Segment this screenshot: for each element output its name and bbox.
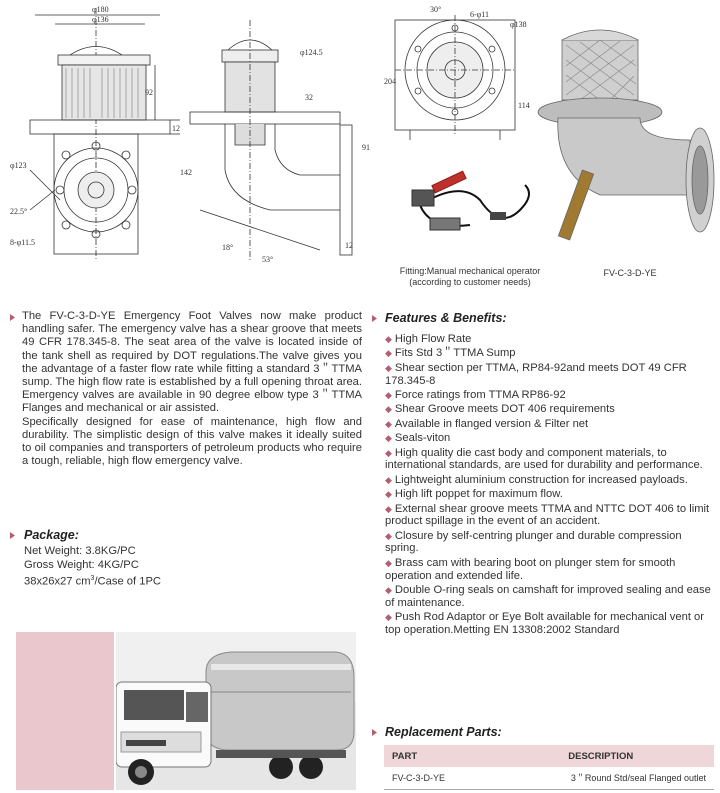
dim-text: 32 [305, 93, 313, 102]
replacement-parts-table [384, 745, 714, 790]
dim-text: 12 [345, 241, 353, 250]
net-weight: Net Weight: 3.8KG/PC [24, 545, 136, 557]
feature-item [385, 503, 715, 529]
bullet-icon: ◆ [385, 418, 392, 429]
bullet-icon: ◆ [385, 585, 392, 596]
bullet-icon: ◆ [385, 447, 392, 458]
feature-text: External shear groove meets TTMA and NTTC DOT 406 to limit product spillage in the event of an accident. [385, 502, 710, 528]
feature-text: Available in flanged version & Filter net [394, 417, 589, 430]
feature-item [385, 403, 715, 416]
tanker-truck-photo [116, 632, 356, 790]
front-view-drawing [30, 8, 180, 260]
feature-text: High lift poppet for maximum flow. [394, 488, 563, 501]
feature-item [385, 389, 715, 402]
bullet-icon: ◆ [385, 557, 392, 568]
package-title: Package: [24, 528, 79, 542]
side-section-drawing [190, 20, 352, 260]
feature-item [385, 333, 715, 346]
decorative-block [16, 632, 114, 790]
dim-text: 12 [172, 124, 180, 133]
bullet-icon: ◆ [385, 404, 392, 415]
feature-text: Double O-ring seals on camshaft for improved sealing and ease of maintenance. [385, 584, 711, 609]
model-caption: FV-C-3-D-YE [603, 268, 657, 278]
gross-weight: Gross Weight: 4KG/PC [24, 559, 139, 571]
feature-text: Shear section per TTMA, RP84-92and meets DOT 49 CFR 178.345-8 [385, 361, 687, 387]
section-marker-icon [10, 532, 15, 539]
bullet-icon: ◆ [385, 334, 392, 344]
feature-text: High quality die cast body and component materials, to international standards, are used for durability and performance. [385, 446, 703, 472]
feature-text: Closure by self-centring plunger and durable compression spring. [385, 529, 682, 555]
feature-text: Seals-viton [394, 432, 451, 445]
feature-item [385, 432, 715, 445]
feature-text: Shear Groove meets DOT 406 requirements [394, 403, 615, 416]
dim-text: 18° [222, 243, 234, 252]
dim-text: 91 [362, 143, 370, 152]
bullet-icon: ◆ [385, 503, 392, 514]
case-size [24, 572, 324, 589]
feature-item [385, 418, 715, 431]
dim-text: φ138 [510, 20, 527, 29]
bullet-icon: ◆ [385, 474, 392, 485]
feature-text: Force ratings from TTMA RP86-92 [394, 388, 566, 401]
case-size-dims: 38x26x27 cm [24, 575, 91, 588]
header-description: DESCRIPTION [487, 745, 714, 767]
feature-item [385, 611, 715, 637]
table-header-row [384, 745, 714, 767]
section-marker-icon [372, 315, 377, 322]
description-paragraph-1: The FV-C-3-D-YE Emergency Foot Valves now make product handling safer. The emergency valve has a shear groove that meets 49 CFR 178.345-8. The seat area of the valve is located inside of the tank shell as required by DOT regulations.The valve gives you the advantage of a faster flow rate while fitting a standard 3＂TTMA sump. The high flow rate is established by a full opening throat area. Emergency valves are available in 90 degree elbow type 3＂TTMA Flanges and mechanical or air assisted. [22, 310, 362, 415]
bullet-icon: ◆ [385, 348, 392, 359]
features-list [385, 333, 715, 638]
dim-text: 114 [518, 101, 530, 110]
dim-text: 92 [145, 88, 153, 97]
features-title: Features & Benefits: [385, 311, 507, 325]
case-size-qty: /Case of 1PC [94, 575, 161, 588]
bullet-icon: ◆ [385, 433, 392, 444]
table-row [384, 767, 714, 789]
dim-text: φ136 [92, 15, 109, 24]
technical-drawings [0, 0, 720, 300]
dim-text: φ180 [92, 5, 109, 14]
package-info [24, 544, 324, 589]
feature-item [385, 488, 715, 501]
dim-text: 204 [384, 77, 396, 86]
dim-text: 6-φ11 [470, 10, 489, 19]
dim-text: 22.5° [10, 207, 28, 216]
bullet-icon: ◆ [385, 489, 392, 500]
feature-text: High Flow Rate [394, 333, 472, 345]
header-part: PART [384, 745, 487, 767]
operator-caption-line1: Fitting:Manual mechanical operator [399, 266, 541, 276]
description-paragraph-2: Specifically designed for ease of maintenance, high flow and durability. The simplistic design of this valve makes it ideally suited to oil companies and transporters of petroleum products who require a tough, reliable, high flow emergency valve. [22, 415, 362, 468]
section-marker-icon [10, 314, 15, 321]
top-flange-drawing [395, 15, 515, 140]
mechanical-operator-illustration [412, 171, 529, 230]
section-marker-icon [372, 729, 377, 736]
feature-text: Fits Std 3＂TTMA Sump [394, 347, 516, 360]
bullet-icon: ◆ [385, 362, 392, 373]
feature-item [385, 362, 715, 388]
feature-item [385, 347, 715, 360]
dim-text: φ124.5 [300, 48, 323, 57]
part-description: 3＂Round Std/seal Flanged outlet [487, 767, 714, 789]
product-description [22, 310, 362, 468]
dim-text: 53° [262, 255, 274, 264]
feature-item [385, 584, 715, 610]
dim-text: φ123 [10, 161, 27, 170]
feature-item [385, 530, 715, 556]
replacement-title: Replacement Parts: [385, 725, 502, 739]
dim-text: 142 [180, 168, 192, 177]
bullet-icon: ◆ [385, 612, 392, 623]
valve-photo [538, 30, 714, 240]
feature-item [385, 474, 715, 487]
bullet-icon: ◆ [385, 530, 392, 541]
operator-caption [385, 266, 555, 288]
operator-caption-line2: (according to customer needs) [409, 277, 531, 287]
feature-text: Push Rod Adaptor or Eye Bolt available for mechanical vent or top operation.Metting EN 13308:2002 Standard [385, 611, 704, 637]
feature-item [385, 447, 715, 473]
bullet-icon: ◆ [385, 389, 392, 400]
case-size-exponent: 3 [90, 575, 95, 582]
dim-text: 30° [430, 5, 442, 14]
feature-text: Brass cam with bearing boot on plunger stem for smooth operation and extended life. [385, 556, 676, 582]
drawing-canvas [0, 0, 720, 300]
dim-text: 8-φ11.5 [10, 238, 35, 247]
feature-item [385, 557, 715, 583]
feature-text: Lightweight aluminium construction for increased payloads. [394, 473, 688, 486]
part-number: FV-C-3-D-YE [384, 767, 487, 789]
